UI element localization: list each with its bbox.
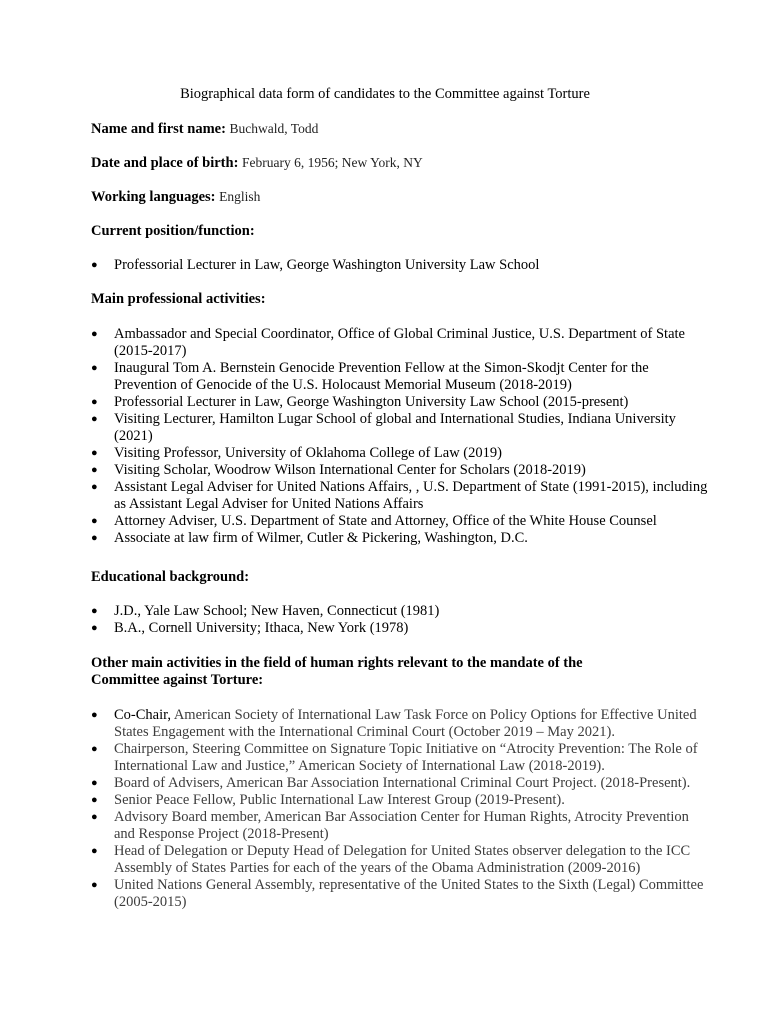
languages-field <box>91 189 260 206</box>
bullet-icon: ● <box>91 743 98 755</box>
bullet-icon: ● <box>91 794 98 806</box>
list-item: ● Professorial Lecturer in Law, George Washington University Law School (2015-present) <box>91 394 629 410</box>
bullet-icon: ● <box>91 362 98 374</box>
list-item: ● Visiting Scholar, Woodrow Wilson International Center for Scholars (2018-2019) <box>91 462 586 478</box>
education-heading: Educational background: <box>91 569 250 585</box>
bullet-icon: ● <box>91 532 98 544</box>
list-item: ● Senior Peace Fellow, Public International Law Interest Group (2019-Present). <box>91 792 565 808</box>
main-activities-list <box>91 326 711 547</box>
bullet-icon: ● <box>91 328 98 340</box>
current-position-heading: Current position/function: <box>91 223 255 239</box>
name-label: Name and first name: <box>91 121 226 137</box>
list-item: ● Attorney Adviser, U.S. Department of State and Attorney, Office of the White House Counsel <box>91 513 657 529</box>
birth-field <box>91 155 423 172</box>
list-item: ● Visiting Professor, University of Oklahoma College of Law (2019) <box>91 445 502 461</box>
list-item: ● Board of Advisers, American Bar Association International Criminal Court Project. (2018-Present). <box>91 775 691 791</box>
bullet-icon: ● <box>91 811 98 823</box>
list-item: ● Professorial Lecturer in Law, George Washington University Law School <box>91 257 540 273</box>
list-item: ● Chairperson, Steering Committee on Signature Topic Initiative on “Atrocity Prevention: The Role of International Law and Justice,” American Society of International Law (2018-2019). <box>91 741 698 774</box>
other-activities-list <box>91 707 711 911</box>
bullet-icon: ● <box>91 879 98 891</box>
bullet-icon: ● <box>91 777 98 789</box>
education-list <box>91 603 711 637</box>
bullet-icon: ● <box>91 622 98 634</box>
bullet-icon: ● <box>91 845 98 857</box>
bullet-icon: ● <box>91 259 98 271</box>
languages-value: English <box>219 189 261 204</box>
list-item: ● Assistant Legal Adviser for United Nations Affairs, , U.S. Department of State (1991-2015), including as Assistant Legal Adviser for United Nations Affairs <box>91 479 708 512</box>
other-heading-line-2: Committee against Torture: <box>91 672 264 688</box>
list-item: ● Advisory Board member, American Bar Association Center for Human Rights, Atrocity Prevention and Response Project (2018-Present) <box>91 809 689 842</box>
list-item: ● Inaugural Tom A. Bernstein Genocide Prevention Fellow at the Simon-Skodjt Center for the Prevention of Genocide of the U.S. Holocaust Memorial Museum (2018-2019) <box>91 360 649 393</box>
current-position-list <box>91 257 711 274</box>
other-activities-heading <box>91 655 583 689</box>
birth-label: Date and place of birth: <box>91 155 239 171</box>
list-item: ● Associate at law firm of Wilmer, Cutler & Pickering, Washington, D.C. <box>91 530 528 546</box>
list-item: ● Head of Delegation or Deputy Head of Delegation for United States observer delegation to the ICC Assembly of States Parties for each of the years of the Obama Administration (2009-2016) <box>91 843 691 876</box>
list-item: ● J.D., Yale Law School; New Haven, Connecticut (1981) <box>91 603 440 619</box>
birth-value: February 6, 1956; New York, NY <box>242 155 423 170</box>
name-value: Buchwald, Todd <box>229 121 319 136</box>
bullet-icon: ● <box>91 396 98 408</box>
bullet-icon: ● <box>91 447 98 459</box>
list-item: ● Co-Chair, American Society of International Law Task Force on Policy Options for Effective United States Engagement with the International Criminal Court (October 2019 – May 2021). <box>91 707 697 740</box>
bullet-icon: ● <box>91 605 98 617</box>
document-title: Biographical data form of candidates to the Committee against Torture <box>180 86 590 102</box>
bullet-icon: ● <box>91 481 98 493</box>
languages-label: Working languages: <box>91 189 216 205</box>
bullet-icon: ● <box>91 413 98 425</box>
name-field <box>91 121 318 138</box>
bullet-icon: ● <box>91 709 98 721</box>
list-item: ● Ambassador and Special Coordinator, Office of Global Criminal Justice, U.S. Department of State (2015-2017) <box>91 326 685 359</box>
list-item: ● United Nations General Assembly, representative of the United States to the Sixth (Legal) Committee (2005-2015) <box>91 877 704 910</box>
main-activities-heading: Main professional activities: <box>91 291 266 307</box>
list-item: ● B.A., Cornell University; Ithaca, New York (1978) <box>91 620 409 636</box>
list-item: ● Visiting Lecturer, Hamilton Lugar School of global and International Studies, Indiana University (2021) <box>91 411 676 444</box>
bullet-icon: ● <box>91 464 98 476</box>
bullet-icon: ● <box>91 515 98 527</box>
other-heading-line-1: Other main activities in the field of human rights relevant to the mandate of the <box>91 655 583 671</box>
